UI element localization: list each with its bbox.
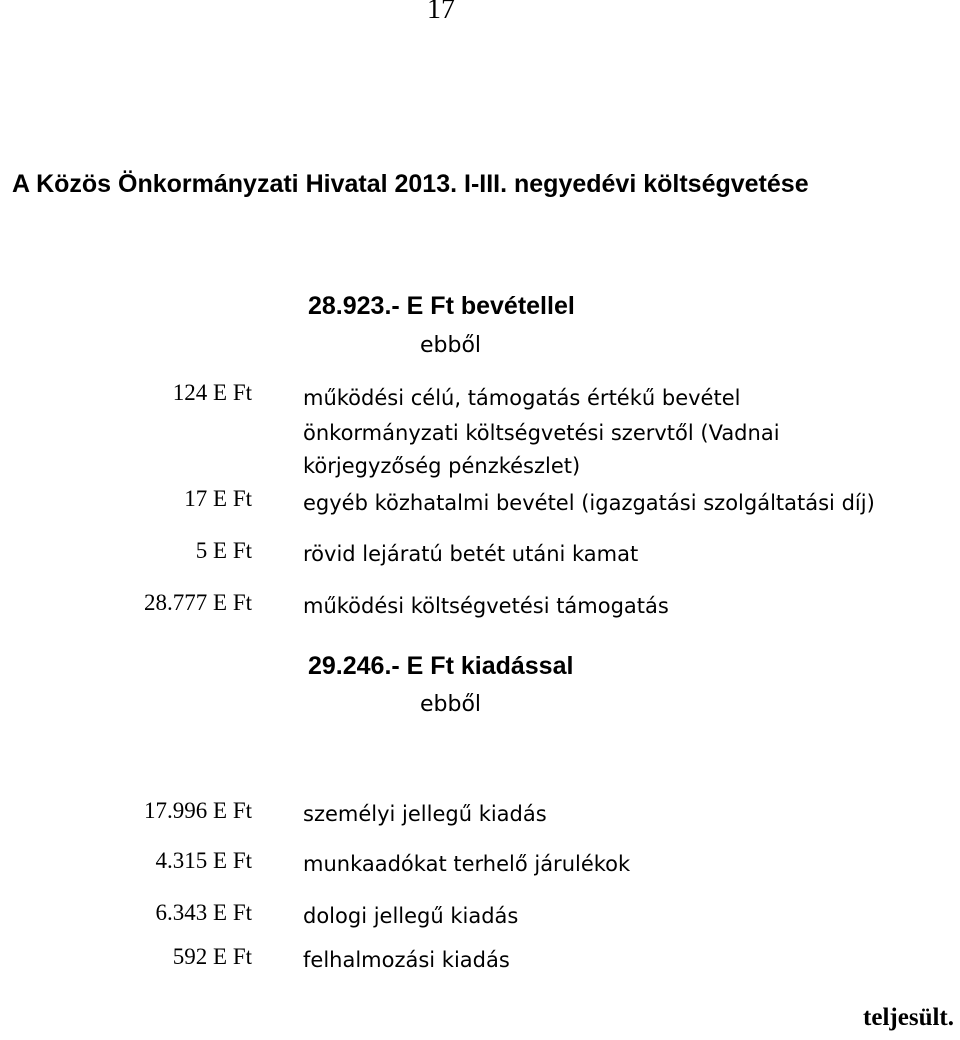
expenditure-description-2: munkaadókat terhelő járulékok xyxy=(303,852,631,876)
revenue-amount-3: 5 E Ft xyxy=(195,538,252,563)
revenue-description-1c: körjegyzőség pénzkészlet) xyxy=(303,454,581,478)
revenue-description-2: egyéb közhatalmi bevétel (igazgatási szolgáltatási díj) xyxy=(303,491,875,515)
revenue-description-1: működési célú, támogatás értékű bevétel xyxy=(303,386,741,410)
expenditure-description-3: dologi jellegű kiadás xyxy=(303,904,519,928)
revenue-amount-2: 17 E Ft xyxy=(184,486,252,511)
page-number: 17 xyxy=(427,0,455,25)
expenditure-heading: 29.246.- E Ft kiadással xyxy=(308,652,574,680)
expenditure-subheading: ebből xyxy=(420,692,482,717)
expenditure-amount-4: 592 E Ft xyxy=(172,944,252,969)
revenue-heading: 28.923.- E Ft bevétellel xyxy=(308,292,575,320)
revenue-description-1b: önkormányzati költségvetési szervtől (Vadnai xyxy=(303,421,780,445)
expenditure-description-1: személyi jellegű kiadás xyxy=(303,802,547,826)
revenue-amount-1: 124 E Ft xyxy=(172,380,252,405)
expenditure-amount-2: 4.315 E Ft xyxy=(155,848,252,873)
expenditure-amount-3: 6.343 E Ft xyxy=(155,900,252,925)
expenditure-amount-1: 17.996 E Ft xyxy=(144,798,252,823)
revenue-description-3: rövid lejáratú betét utáni kamat xyxy=(303,542,639,566)
document-title: A Közös Önkormányzati Hivatal 2013. I-III. negyedévi költségvetése xyxy=(12,170,809,198)
revenue-subheading: ebből xyxy=(420,333,482,358)
revenue-amount-4: 28.777 E Ft xyxy=(144,590,252,615)
revenue-description-4: működési költségvetési támogatás xyxy=(303,594,669,618)
footer-note: teljesült. xyxy=(863,1004,954,1031)
expenditure-description-4: felhalmozási kiadás xyxy=(303,948,510,972)
